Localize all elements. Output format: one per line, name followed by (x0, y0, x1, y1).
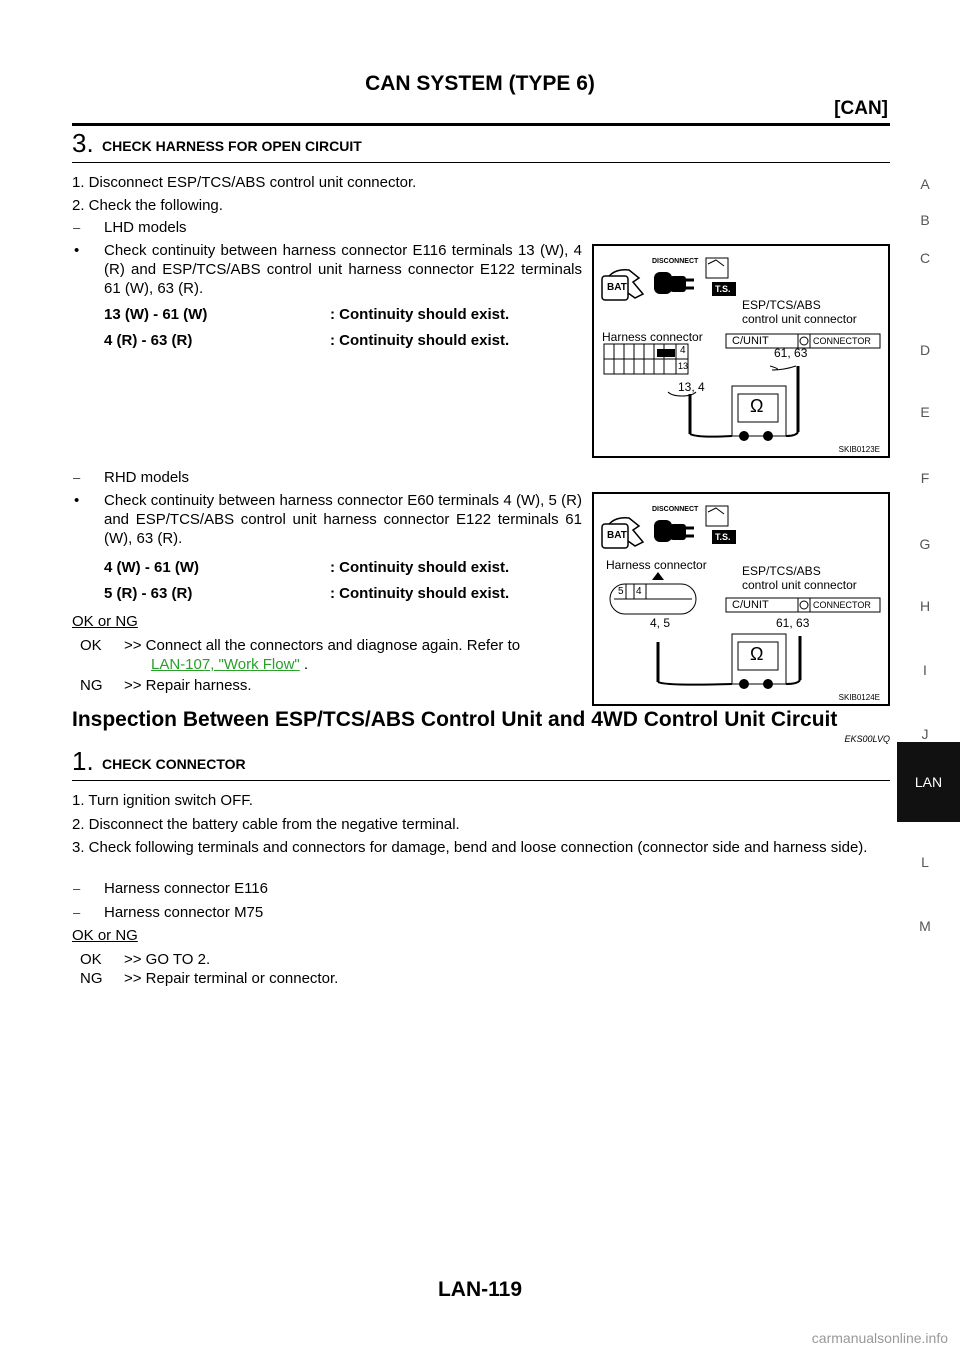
side-index-h[interactable]: H (919, 598, 931, 614)
side-index-m[interactable]: M (919, 918, 931, 934)
rhd-result-1: : Continuity should exist. (330, 559, 510, 576)
lhd-result-1: : Continuity should exist. (330, 306, 510, 323)
side-index-g[interactable]: G (919, 536, 931, 552)
dash-icon: – (73, 905, 81, 920)
figure-code: SKIB0124E (838, 693, 880, 702)
rhd-terms-2: 5 (R) - 63 (R) (104, 585, 193, 602)
lead-right-label: 61, 63 (776, 616, 810, 630)
ecu-label-2: control unit connector (742, 578, 857, 592)
harness-label: Harness connector (602, 330, 703, 344)
bullet-icon: • (74, 492, 80, 509)
connector-label: CONNECTOR (813, 336, 871, 346)
page-number: LAN-119 (437, 1278, 523, 1301)
ecu-label-1: ESP/TCS/ABS (742, 298, 821, 312)
ok-link-line: LAN-107, "Work Flow" . (151, 656, 309, 673)
lhd-instruction: Check continuity between harness connector E116 terminals 13 (W), 4 (R) and ESP/TCS/ABS control unit harness connector E122 terminals 61 (W), 63 (R). (104, 242, 582, 297)
ok-action: >> GO TO 2. (124, 951, 211, 968)
ts-label: T.S. (715, 284, 731, 294)
rhd-terms-1: 4 (W) - 61 (W) (104, 559, 199, 576)
section-tag: [CAN] (834, 98, 888, 119)
ng-action: >> Repair terminal or connector. (124, 970, 339, 987)
disconnect-plug-icon (654, 272, 694, 294)
step-title: CHECK CONNECTOR (102, 756, 246, 772)
disconnect-label: DISCONNECT (652, 258, 699, 265)
lead-right-label: 61, 63 (774, 346, 808, 360)
battery-label: BAT (607, 282, 627, 293)
connector-label: CONNECTOR (813, 600, 871, 610)
harness-label: Harness connector (606, 558, 707, 572)
section-code: EKS00LVQ (844, 734, 890, 744)
side-index-j[interactable]: J (921, 726, 929, 742)
cunit-label: C/UNIT (732, 335, 769, 347)
pin-a: 4 (680, 345, 686, 356)
watermark: carmanualsonline.info (811, 1330, 948, 1346)
work-flow-link[interactable]: LAN-107, "Work Flow" (151, 656, 300, 673)
figure-lhd-continuity (592, 244, 890, 458)
lead-left-label: 4, 5 (650, 616, 671, 630)
ok-ng-heading: OK or NG (72, 927, 138, 944)
dash-icon: – (73, 470, 81, 485)
dash-icon: – (73, 881, 81, 896)
ng-label: NG (80, 677, 103, 694)
figure-code: SKIB0123E (838, 445, 880, 454)
rhd-instruction: Check continuity between harness connector E60 terminals 4 (W), 5 (R) and ESP/TCS/ABS control unit harness connector E122 terminals 61 (W), 63 (R). (104, 492, 582, 547)
side-index-e[interactable]: E (920, 404, 930, 420)
side-index-lan-active[interactable]: LAN (897, 742, 960, 822)
side-index-f[interactable]: F (920, 470, 930, 486)
step-title: CHECK HARNESS FOR OPEN CIRCUIT (102, 138, 362, 154)
ok-label: OK (80, 637, 102, 654)
instruction-2: 2. Check the following. (72, 197, 223, 214)
side-index-d[interactable]: D (919, 342, 931, 358)
lead-left-label: 13, 4 (678, 380, 705, 394)
ng-action: >> Repair harness. (124, 677, 252, 694)
harness-connector-grid (604, 344, 688, 374)
ng-label: NG (80, 970, 103, 987)
dash-icon: – (73, 220, 81, 235)
side-index-b[interactable]: B (920, 212, 930, 228)
step-3-header (72, 128, 890, 163)
ohm-icon: Ω (750, 644, 764, 664)
disconnect-label: DISCONNECT (652, 506, 699, 513)
cunit-label: C/UNIT (732, 599, 769, 611)
side-index-i[interactable]: I (923, 662, 927, 678)
disconnect-plug-icon (654, 520, 694, 542)
pin-b: 13 (678, 361, 689, 371)
lhd-terms-1: 13 (W) - 61 (W) (104, 306, 208, 323)
battery-label: BAT (607, 530, 627, 541)
rhd-result-2: : Continuity should exist. (330, 585, 510, 602)
header-rule (72, 123, 890, 126)
ohm-icon: Ω (750, 396, 764, 416)
step-number: 1. (72, 746, 94, 776)
ts-label: T.S. (715, 532, 731, 542)
instruction-2: 2. Disconnect the battery cable from the negative terminal. (72, 816, 460, 833)
side-index-l[interactable]: L (921, 854, 929, 870)
ecu-label-2: control unit connector (742, 312, 857, 326)
pin-a: 5 (618, 586, 624, 597)
instruction-3: 3. Check following terminals and connectors for damage, bend and loose connection (connector side and harness side). (72, 839, 868, 856)
step-1-header (72, 746, 890, 781)
bullet-icon: • (74, 242, 80, 259)
pin-b: 4 (636, 586, 642, 597)
page-title: CAN SYSTEM (TYPE 6) (365, 72, 595, 95)
ok-ng-heading: OK or NG (72, 613, 138, 630)
ecu-label-1: ESP/TCS/ABS (742, 564, 821, 578)
lhd-terms-2: 4 (R) - 63 (R) (104, 332, 193, 349)
step-number: 3. (72, 128, 94, 158)
side-index-c[interactable]: C (919, 250, 931, 266)
instruction-1: 1. Disconnect ESP/TCS/ABS control unit connector. (72, 174, 417, 191)
figure-rhd-continuity (592, 492, 890, 706)
instruction-1: 1. Turn ignition switch OFF. (72, 792, 253, 809)
ok-label: OK (80, 951, 102, 968)
lhd-result-2: : Continuity should exist. (330, 332, 510, 349)
section-heading: Inspection Between ESP/TCS/ABS Control Unit and 4WD Control Unit Circuit (72, 708, 838, 731)
ok-action: >> Connect all the connectors and diagnose again. Refer to (124, 637, 521, 654)
side-index-a[interactable]: A (920, 176, 930, 192)
